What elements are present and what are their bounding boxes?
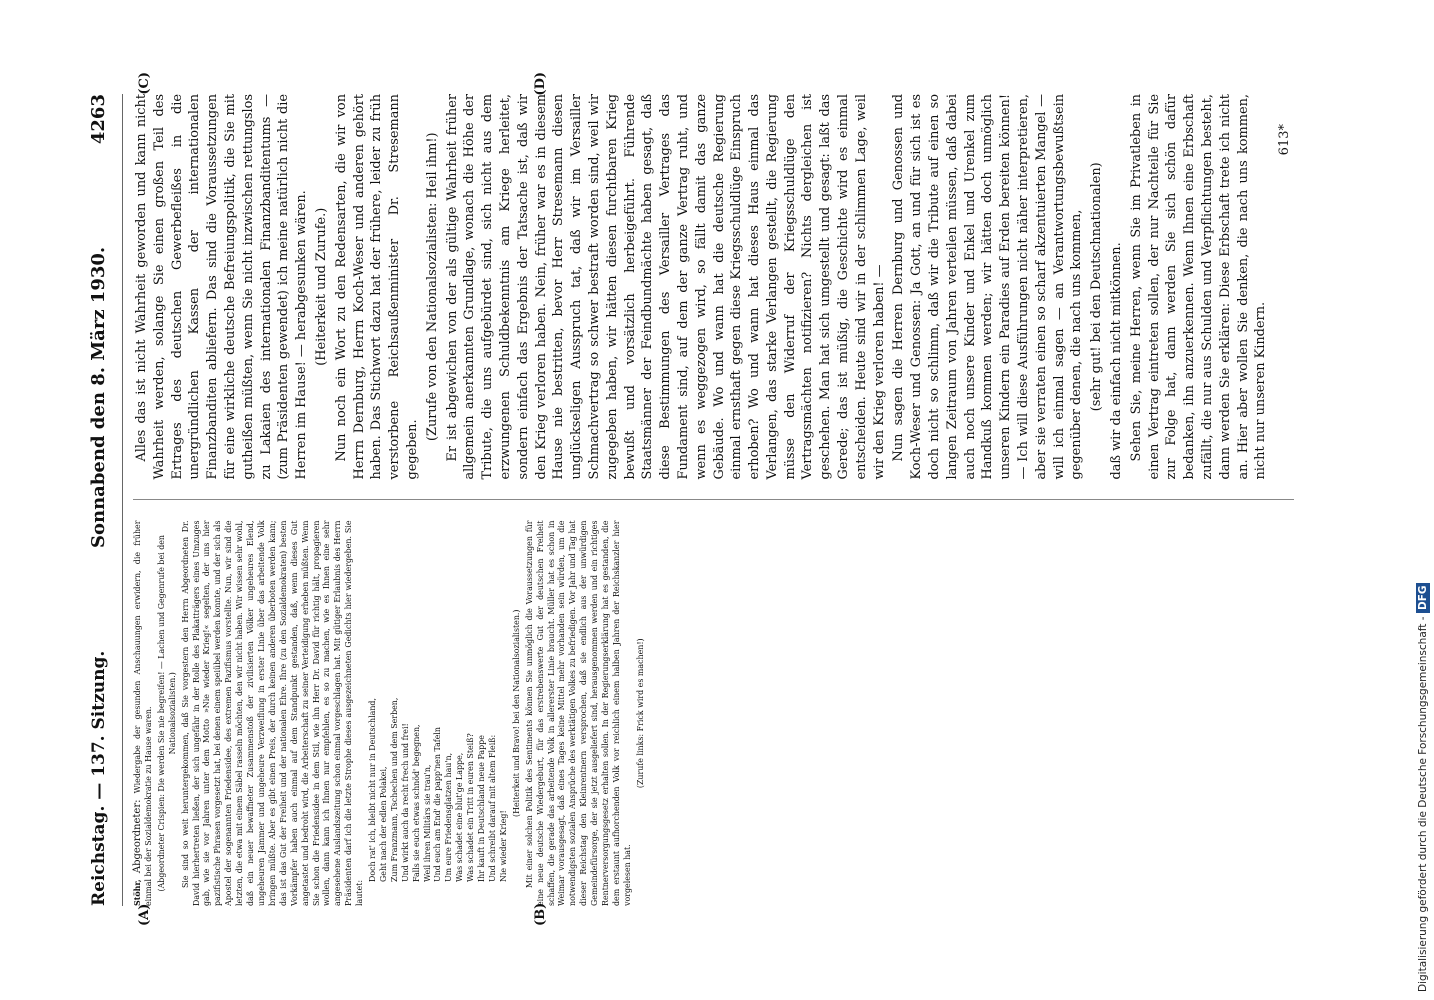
poem-line: Was schadet ein Tritt in euren Steiß? bbox=[466, 733, 476, 882]
column-divider bbox=[133, 500, 1294, 501]
poem-line: Um eure Friedensglatzen hau'n, bbox=[444, 752, 454, 882]
page-number: 4263 bbox=[88, 94, 109, 145]
interjection: (Heiterkeit und Zurufe.) bbox=[313, 207, 329, 366]
margin-marker-a: (A) bbox=[137, 903, 152, 926]
left-column bbox=[133, 521, 1294, 907]
speech-text: Wiedergabe der gesunden Anschauungen erwidern, die früher einmal bei der Sozialdemokratie zu Hause waren. bbox=[133, 520, 153, 906]
poem-line: Und schreibt darauf mit altem Fleiß: bbox=[488, 734, 497, 882]
poem-line: Weil ihren Militärs sie trau'n, bbox=[422, 764, 432, 882]
margin-marker-d: (D) bbox=[533, 72, 548, 96]
paragraph: Sie sind so weit heruntergekommen, daß Sie vorgestern den Herrn Abgeordneten Dr. David hierhertreten ließen, der sich ungefähr in der Rolle des Plakatträgers eines Umzuges gab, wie sie vor Jahren unter dem Motto »Nie wieder Krieg!« segelten, der uns hier pazifistische Phrasen vorgesetzt hat, bei denen einem speiübel werden konnte, und der sich als Apostel der sogenannten Friedensidee, des extremen Pazifismus vorstellte. Nun, wir sind die letzten, die etwa mit einem Säbel rasseln möchten, den wir nicht haben. Wir wissen sehr wohl, daß ein neuer bewaffneter Zusammenstoß der zivilisierten Völker ungeheures Elend, ungeheuren Jammer und ungeheure Verzweiflung in erster Linie über das arbeitende Volk bringen müßte. Aber es gibt einen Preis, der durch keinen anderen überboten werden kann; das ist das Gut der Freiheit und der nationalen Ehre. Ihre (zu den Sozialdemokraten) besten Vorkämpfer haben auch einmal auf dem Standpunkt gestanden, daß, wenn dieses Gut angetastet und bedroht wird, die Arbeiterschaft zu seiner Verteidigung erheben müßten. Wenn Sie schon die Friedensidee in dem Stil, wie ihn Herr Dr. David für richtig hält, propagieren wollen, dann kann ich Ihnen nur empfehlen, es so zu machen, wie es Ihnen eine sehr angesehene Auslandszeitung schon einmal vorgeschlagen hat. Mit gütiger Erlaubnis des Herrn Präsidenten darf ich die letzte Strophe dieses ausgezeichneten Gedichts hier wiedergeben. Sie lautet: bbox=[180, 520, 365, 906]
interjection: (sehr gut! bei den Deutschnationalen) bbox=[1089, 162, 1105, 412]
poem-line: Und euch am End' die papp'nen Tafeln bbox=[433, 727, 443, 882]
interjection: (Zurufe links: Frick wird es machen!) bbox=[635, 638, 645, 789]
poem-line: Nie wieder Krieg! bbox=[498, 810, 508, 882]
poem-line: Ihr kauft in Deutschland neue Pappe bbox=[477, 735, 487, 882]
text-columns bbox=[132, 72, 1294, 926]
dfg-logo: DFG bbox=[1416, 583, 1430, 614]
speaker-role: Abgeordneter: bbox=[132, 799, 143, 874]
interjection: (Abgeordneter Crispien: Die werden Sie nie begreifen! — Lachen und Gegenrufe bei den Nationalsozialisten.) bbox=[156, 535, 177, 892]
paragraph: Sehen Sie, meine Herren, wenn Sie im Privatleben in einen Vertrag eintreten sollen, der nur Nachteile für Sie zur Folge hat, dann werden Sie sich schön dafür bedanken, ihn anzuerkennen. Wenn Ihnen eine Erbschaft zufällt, die nur aus Schulden und Verpflichtungen besteht, dann werden Sie erklären: Diese Erbschaft trete ich nicht an. Hier aber wollen Sie denken, die nach uns kommen, nicht nur unseren Kindern. bbox=[1128, 94, 1269, 480]
header-date: Sonnabend den 8. März 1930. bbox=[88, 246, 109, 549]
poem-line: Doch rat' ich, bleibt nicht nur in Deutschland, bbox=[368, 698, 378, 882]
interjection: (Zurufe von den Nationalsozialisten: Heil ihm!) bbox=[424, 132, 440, 442]
paragraph: Mit einer solchen Politik des Sentiments können Sie unmöglich die Voraussetzungen für eine neue deutsche Wiedergeburt, für das erstrebenswerte Gut der deutschen Freiheit schaffen, die gerade das arbeitende Volk in allererster Linie braucht. Müller hat es schon in Weimar vorausgesagt, daß eines Tages keine Mittel mehr vorhanden sein würden, um die notwendigsten sozialen Ansprüche des werktätigen Volkes zu befriedigen. Vor Jahr und Tag hat dieser Reichstag den Kleinrentnern versprochen, daß sie endlich aus der unwürdigen Gemeindefürsorge, der sie jetzt ausgeliefert sind, herausgenommen werden und ein richtiges Rentnerversorgungsgesetz erhalten sollen. In der Regierungserklärung hat es gestanden, die dem erstaunt aufhorchenden Volk vor reichlich einem halben Jahren der Reichskanzler hier vorgelesen hat. bbox=[524, 520, 632, 906]
paragraph: Alles das ist nicht Wahrheit geworden und kann nicht Wahrheit werden, solange Sie einen großen Teil des Ertrages des deutschen Gewerbefleißes in die unergründlichen Kassen der internationalen Finanzbanditen abliefern. Das sind die Voraussetzungen für eine wirkliche deutsche Befreiungspolitik, die Sie mit gutheißen müßten, wenn Sie nicht inzwischen rettungslos zu Lakaien des internationalen Finanzbanditentums — (zum Präsidenten gewendet) ich meine natürlich nicht die Herren im Hause! — herabgesunken wären. bbox=[134, 94, 310, 480]
paragraph: Nun noch ein Wort zu den Redensarten, die wir von Herrn Dernburg, Herrn Koch-Weser und anderen gehört haben. Das Stichwort dazu hat der frühere, leider zu früh verstorbene Reichsaußenminister Dr. Stresemann gegeben. bbox=[333, 94, 420, 480]
poem-line: Was schadet eine blut'ge Lappe, bbox=[455, 752, 465, 882]
signature-mark: 613* bbox=[1277, 124, 1293, 156]
page-header bbox=[88, 94, 123, 906]
digitization-credit bbox=[1416, 6, 1430, 992]
document-page bbox=[70, 70, 1350, 930]
speaker-paragraph bbox=[133, 521, 155, 907]
poem-line: Geht nach der edlen Polakei, bbox=[378, 766, 388, 882]
paragraph: Nun sagen die Herren Dernburg und Genossen und Koch-Weser und Genossen: Ja Gott, an und für sich ist es doch nicht so schlimm, daß wir die Tribute auf einen so langen Zeitraum von Jahren verteilen müssen, daß dabei auch noch unsere Kinder und Enkel und Urenkel zum Handkuß kommen werden; wir hätten doch unmöglich unseren Kindern ein Paradies auf Erden bereiten können! — Ich will diese Ausführungen nicht näher interpretieren, aber sie verraten einen so scharf akzentuierten Mangel — will ich einmal sagen — an Verantwortungsbewußtsein gegenüber denen, die nach uns kommen, bbox=[891, 94, 1085, 480]
poem-stanza bbox=[368, 521, 510, 907]
credit-text: Digitalisierung gefördert durch die Deutsche Forschungsgemeinschaft - bbox=[1417, 616, 1429, 992]
poem-line: Zum Franzmann, Tschechen und dem Serben, bbox=[389, 697, 399, 882]
header-left: Reichstag. — 137. Sitzung. bbox=[89, 650, 109, 906]
poem-line: Falls sie euch etwas schnöd' begegnen, bbox=[411, 724, 421, 882]
margin-marker-b: (B) bbox=[533, 902, 548, 926]
interjection: (Heiterkeit und Bravo! bei den Nationalsozialisten.) bbox=[511, 609, 521, 818]
paragraph: Er ist abgewichen von der als gültige Wahrheit früher allgemein anerkannten Grundlage, wonach die Höhe der Tribute, die uns aufgebürdet sind, sich nicht aus dem erzwungenen Schuldbekenntnis am Kriege herleitet, sondern einfach das Ergebnis der Tatsache ist, daß wir den Krieg verloren haben. Nein, früher war es in diesem Hause nie bestritten, bevor Herr Stresemann diesen unglückseligen Ausspruch tat, daß wir im Versailler Schmachvertrag so schwer bestraft worden sind, weil wir zugegeben haben, wir hätten diesen furchtbaren Krieg bewußt und vorsätzlich herbeigeführt. Führende Staatsmänner der Feindbundmächte haben gesagt, daß diese Bestimmungen des Versailler Vertrages das Fundament sind, auf dem der ganze Vertrag ruht, und wenn es weggezogen wird, so fällt damit das ganze Gebäude. Wo und wann hat die deutsche Regierung einmal ernsthaft gegen diese Kriegsschuldlüge Einspruch erhoben? Wo und wann hat dieses Haus einmal das Verlangen, das starke Verlangen gestellt, die Regierung müsse den Widerruf der Kriegsschuldlüge den Vertragsmächten notifizieren? Nichts dergleichen ist geschehen. Man hat sich umgestellt und gesagt: laßt das Gerede; das ist müßig, die Geschichte wird es einmal entscheiden. Heute sind wir in der schlimmen Lage, weil wir den Krieg verloren haben! — bbox=[444, 94, 887, 480]
margin-marker-c: (C) bbox=[137, 72, 152, 95]
poem-line: Und wirkt auch da recht frech und frei! bbox=[400, 723, 410, 882]
paragraph: daß wir da einfach nicht mitkönnen. bbox=[1109, 242, 1125, 480]
right-column bbox=[133, 94, 1294, 480]
speaker-name: Stöhr, bbox=[133, 879, 142, 906]
